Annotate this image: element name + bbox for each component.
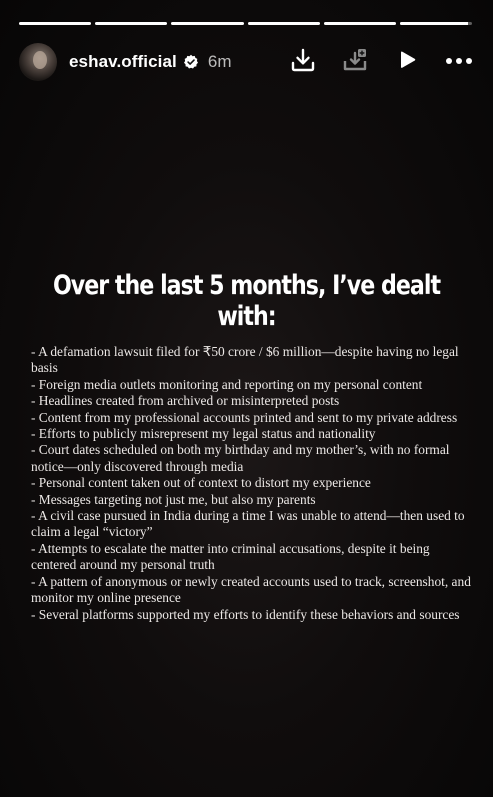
- more-options-button[interactable]: [444, 47, 474, 77]
- list-item: - Headlines created from archived or misinterpreted posts: [31, 393, 340, 409]
- download-icon: [289, 46, 317, 79]
- progress-fill: [19, 22, 91, 25]
- progress-segment: [324, 22, 396, 25]
- progress-fill: [171, 22, 243, 25]
- save-to-archive-icon: [341, 46, 369, 79]
- post-time: 6m: [207, 52, 232, 71]
- header-actions: [288, 47, 474, 77]
- list-item: - Messages targeting not just me, but also my parents: [31, 491, 316, 507]
- download-button[interactable]: [288, 47, 318, 77]
- progress-fill: [95, 22, 167, 25]
- progress-segment: [400, 22, 472, 25]
- progress-fill: [400, 22, 469, 25]
- save-to-archive-button[interactable]: [340, 47, 370, 77]
- story-header: [19, 42, 474, 82]
- story-progress-bar: [19, 22, 472, 25]
- progress-segment: [19, 22, 91, 25]
- more-options-icon: [445, 53, 473, 71]
- play-icon: [396, 49, 418, 76]
- list-item: - A defamation lawsuit filed for ₹50 crore / $6 million—despite having no legal basis: [31, 344, 459, 376]
- list-item: - A pattern of anonymous or newly created accounts used to track, screenshot, and monitor my online presence: [31, 573, 471, 606]
- list-item: - Content from my professional accounts printed and sent to my private address: [31, 409, 458, 425]
- story-list: [31, 344, 471, 623]
- progress-segment: [95, 22, 167, 25]
- progress-segment: [171, 22, 243, 25]
- list-item: - Foreign media outlets monitoring and reporting on my personal content: [31, 376, 423, 392]
- avatar-photo: [33, 51, 47, 69]
- play-button[interactable]: [392, 47, 422, 77]
- list-item: - Several platforms supported my efforts to identify these behaviors and sources: [31, 606, 460, 622]
- list-item: - Personal content taken out of context to distort my experience: [31, 475, 371, 491]
- story-headline: Over the last 5 months, I’ve dealt with:: [52, 270, 441, 332]
- list-item: - A civil case pursued in India during a time I was unable to attend—then used to claim a legal “victory”: [31, 508, 465, 540]
- progress-fill: [324, 22, 396, 25]
- list-item: - Attempts to escalate the matter into criminal accusations, despite it being centered around my personal truth: [31, 540, 430, 573]
- username[interactable]: eshav.official: [69, 52, 177, 71]
- progress-fill: [248, 22, 320, 25]
- progress-segment: [248, 22, 320, 25]
- avatar[interactable]: [19, 43, 57, 81]
- list-item: - Court dates scheduled on both my birthday and my mother’s, with no formal notice—only discovered through media: [31, 442, 450, 474]
- verified-badge-icon: [183, 54, 199, 70]
- list-item: - Efforts to publicly misrepresent my legal status and nationality: [31, 426, 376, 442]
